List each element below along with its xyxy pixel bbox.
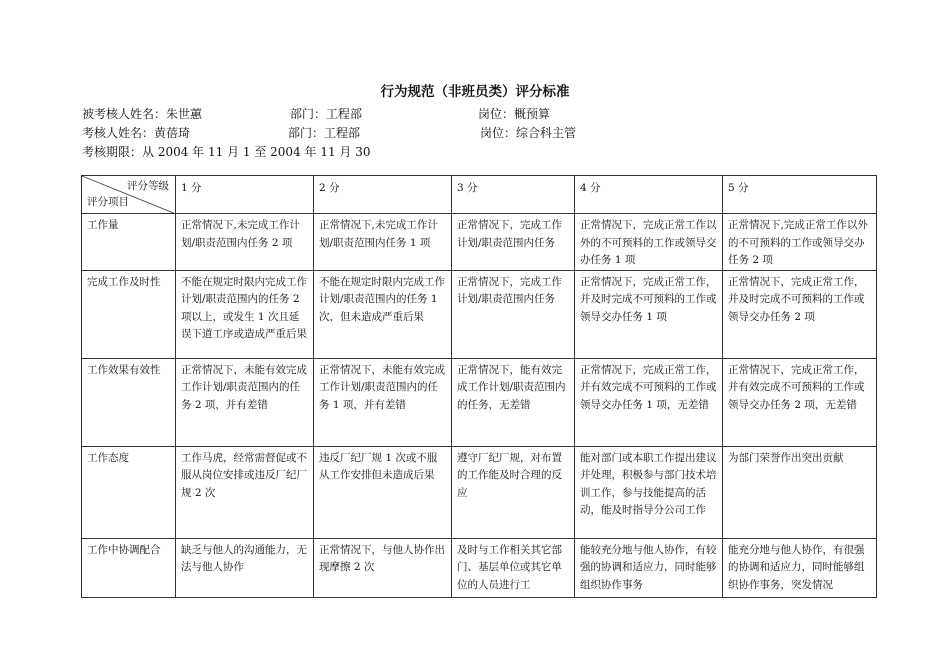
table-cell [314, 538, 452, 597]
table-cell: 正常情况下，能有效完成工作计划/职责范围内的任务，无差错 [452, 358, 575, 446]
rubric-table [81, 175, 877, 598]
table-cell: 正常情况下，完成正常工作，并及时完成不可预料的工作或领导交办任务 1 项 [575, 270, 723, 358]
examinee-label: 被考核人姓名： [82, 107, 167, 121]
table-row [82, 270, 877, 358]
cell-text: 正常情况下，与他人协作出现摩擦 2 次 [319, 543, 445, 573]
table-row [82, 538, 877, 597]
table-cell: 正常情况下，完成正常工作，并及时完成不可预料的工作或领导交办任务 2 项 [723, 270, 877, 358]
table-row [82, 358, 877, 446]
table-cell: 正常情况下,完成正常工作以外的不可预料的工作或领导交办任务 2 项 [723, 214, 877, 271]
row-item: 完成工作及时性 [82, 270, 176, 358]
examiner-post-field [480, 124, 576, 141]
table-cell: 能对部门或本职工作提出建议并处理，积极参与部门技术培训工作，参与技能提高的活动，能及时指导分公司工作 [575, 446, 723, 538]
table-row [82, 446, 877, 538]
department-label: 部门： [288, 126, 325, 140]
examiner-department-field [288, 124, 360, 141]
item-label: 评分项目 [87, 196, 129, 208]
table-cell [176, 538, 314, 597]
period-label: 考核期限： [82, 145, 143, 159]
table-cell: 不能在规定时限内完成工作计划/职责范围内的任务 1 次，但未造成严重后果 [314, 270, 452, 358]
table-cell: 正常情况下，未能有效完成工作计划/职责范围内的任务 2 项，并有差错 [176, 358, 314, 446]
table-cell: 正常情况下，完成工作计划/职责范围内任务 [452, 270, 575, 358]
department-value: 工程部 [326, 107, 363, 121]
cell-text: 能充分地与他人协作，有很强的协调和适应力，同时能够组织协作事务，突发情况 [728, 543, 865, 591]
score-level-label: 评分等级 [127, 180, 169, 192]
table-cell: 正常情况下,未完成工作计划/职责范围内任务 2 项 [176, 214, 314, 271]
post-value: 综合科主管 [516, 126, 577, 140]
table-row [82, 214, 877, 271]
period-field [82, 143, 371, 160]
department-field [290, 105, 362, 122]
row-item: 工作效果有效性 [82, 358, 176, 446]
cell-text: 及时与工作相关其它部门、基层单位或其它单位的人员进行工 [457, 543, 562, 591]
table-cell: 正常情况下，未能有效完成工作计划/职责范围内的任务 1 项，并有差错 [314, 358, 452, 446]
table-cell: 正常情况下，完成正常工作以外的不可预料的工作或领导交办任务 1 项 [575, 214, 723, 271]
examiner-name: 黄蓓琦 [154, 126, 191, 140]
examiner-label: 考核人姓名： [82, 126, 155, 140]
score-header-5: 5 分 [723, 176, 877, 214]
period-value: 从 2004 年 11 月 1 至 2004 年 11 月 30 [142, 145, 371, 159]
cell-text: 能较充分地与他人协作，有较强的协调和适应力，同时能够组织协作事务 [580, 543, 717, 591]
corner-header-cell [82, 176, 176, 214]
examiner-field [82, 124, 190, 141]
table-cell: 正常情况下，完成工作计划/职责范围内任务 [452, 214, 575, 271]
table-cell: 不能在规定时限内完成工作计划/职责范围内的任务 2 项以上，或发生 1 次且延误下道工序或造成严重后果 [176, 270, 314, 358]
examinee-name: 朱世蕙 [166, 107, 203, 121]
table-cell: 正常情况下，完成正常工作，并有效完成不可预料的工作或领导交办任务 2 项，无差错 [723, 358, 877, 446]
page-title: 行为规范（非班员类）评分标准 [380, 84, 570, 100]
table-cell [575, 538, 723, 597]
header-row [82, 176, 877, 214]
table-cell [452, 538, 575, 597]
post-label: 岗位： [478, 107, 515, 121]
table-cell: 正常情况下，完成正常工作，并有效完成不可预料的工作或领导交办任务 1 项，无差错 [575, 358, 723, 446]
row-item: 工作量 [82, 214, 176, 271]
post-value: 概预算 [514, 107, 551, 121]
row-item: 工作态度 [82, 446, 176, 538]
examinee-field [82, 105, 202, 122]
table-cell: 违反厂纪厂规 1 次或不服从工作安排但未造成后果 [314, 446, 452, 538]
score-header-4: 4 分 [575, 176, 723, 214]
score-header-1: 1 分 [176, 176, 314, 214]
score-header-2: 2 分 [314, 176, 452, 214]
post-label: 岗位： [480, 126, 517, 140]
table-cell: 正常情况下,未完成工作计划/职责范围内任务 1 项 [314, 214, 452, 271]
cell-text: 缺乏与他人的沟通能力，无法与他人协作 [181, 543, 307, 573]
table-cell [723, 538, 877, 597]
table-cell: 为部门荣誉作出突出贡献 [723, 446, 877, 538]
table-cell: 遵守厂纪厂规，对布置的工作能及时合理的反应 [452, 446, 575, 538]
table-cell: 工作马虎，经常需督促或不服从岗位安排或违反厂纪厂规 2 次 [176, 446, 314, 538]
row-item: 工作中协调配合 [82, 538, 176, 597]
score-header-3: 3 分 [452, 176, 575, 214]
post-field [478, 105, 550, 122]
department-label: 部门： [290, 107, 327, 121]
department-value: 工程部 [324, 126, 361, 140]
